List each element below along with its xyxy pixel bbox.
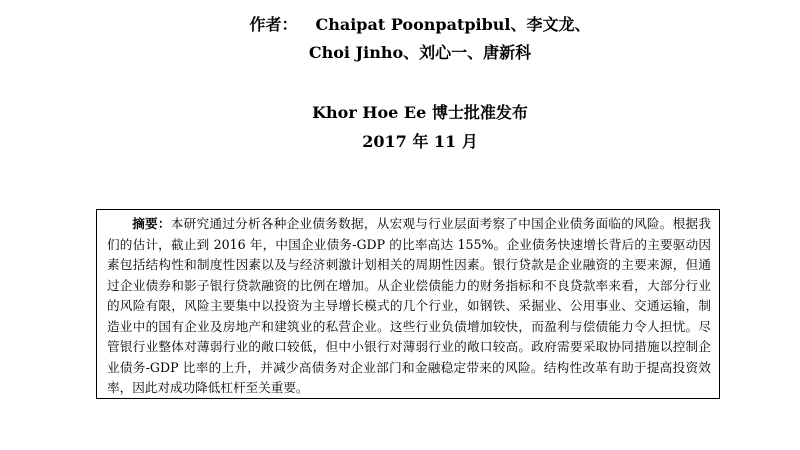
publication-date: 2017 年 11 月 xyxy=(362,132,478,151)
abstract-text: 本研究通过分析各种企业债务数据，从宏观与行业层面考察了中国企业债务面临的风险。根据我们的估计，截止到 2016 年，中国企业债务-GDP 的比率高达 155%。企业债务快速增长背后的主要驱动因素包括结构性和制度性因素以及与经济刺激计划相关的周期性因素。银行贷款是企业融资的主要来源，但通过企业债券和影子银行贷款融资的比例在增加。从企业偿债能力的财务指标和不良贷款率来看，大部分行业的风险有限，风险主要集中以投资为主导增长模式的几个行业，如钢铁、采掘业、公用事业、交通运输，制造业中的国有企业及房地产和建筑业的私营企业。这些行业负债增加较快，而盈利与偿债能力令人担忧。尽管银行业整体对薄弱行业的敞口较低，但中小银行对薄弱行业的敞口较高。政府需要采取协同措施以控制企业债务-GDP 比率的上升，并减少高债务对企业部门和金融稳定带来的风险。结构性改革有助于提高投资效率，因此对成功降低杠杆至关重要。 xyxy=(107,216,712,395)
authors-line-1 xyxy=(20,15,800,35)
abstract-label: 摘要： xyxy=(132,216,171,231)
abstract-paragraph xyxy=(107,214,711,399)
approval-line: Khor Hoe Ee 博士批准发布 xyxy=(312,103,528,122)
authors-label: 作者： xyxy=(249,15,298,34)
authors-line-2: Choi Jinho、刘心一、唐新科 xyxy=(308,43,532,62)
abstract-box xyxy=(96,209,720,399)
authors-names-1: Chaipat Poonpatpibul、李文龙、 xyxy=(315,15,591,34)
